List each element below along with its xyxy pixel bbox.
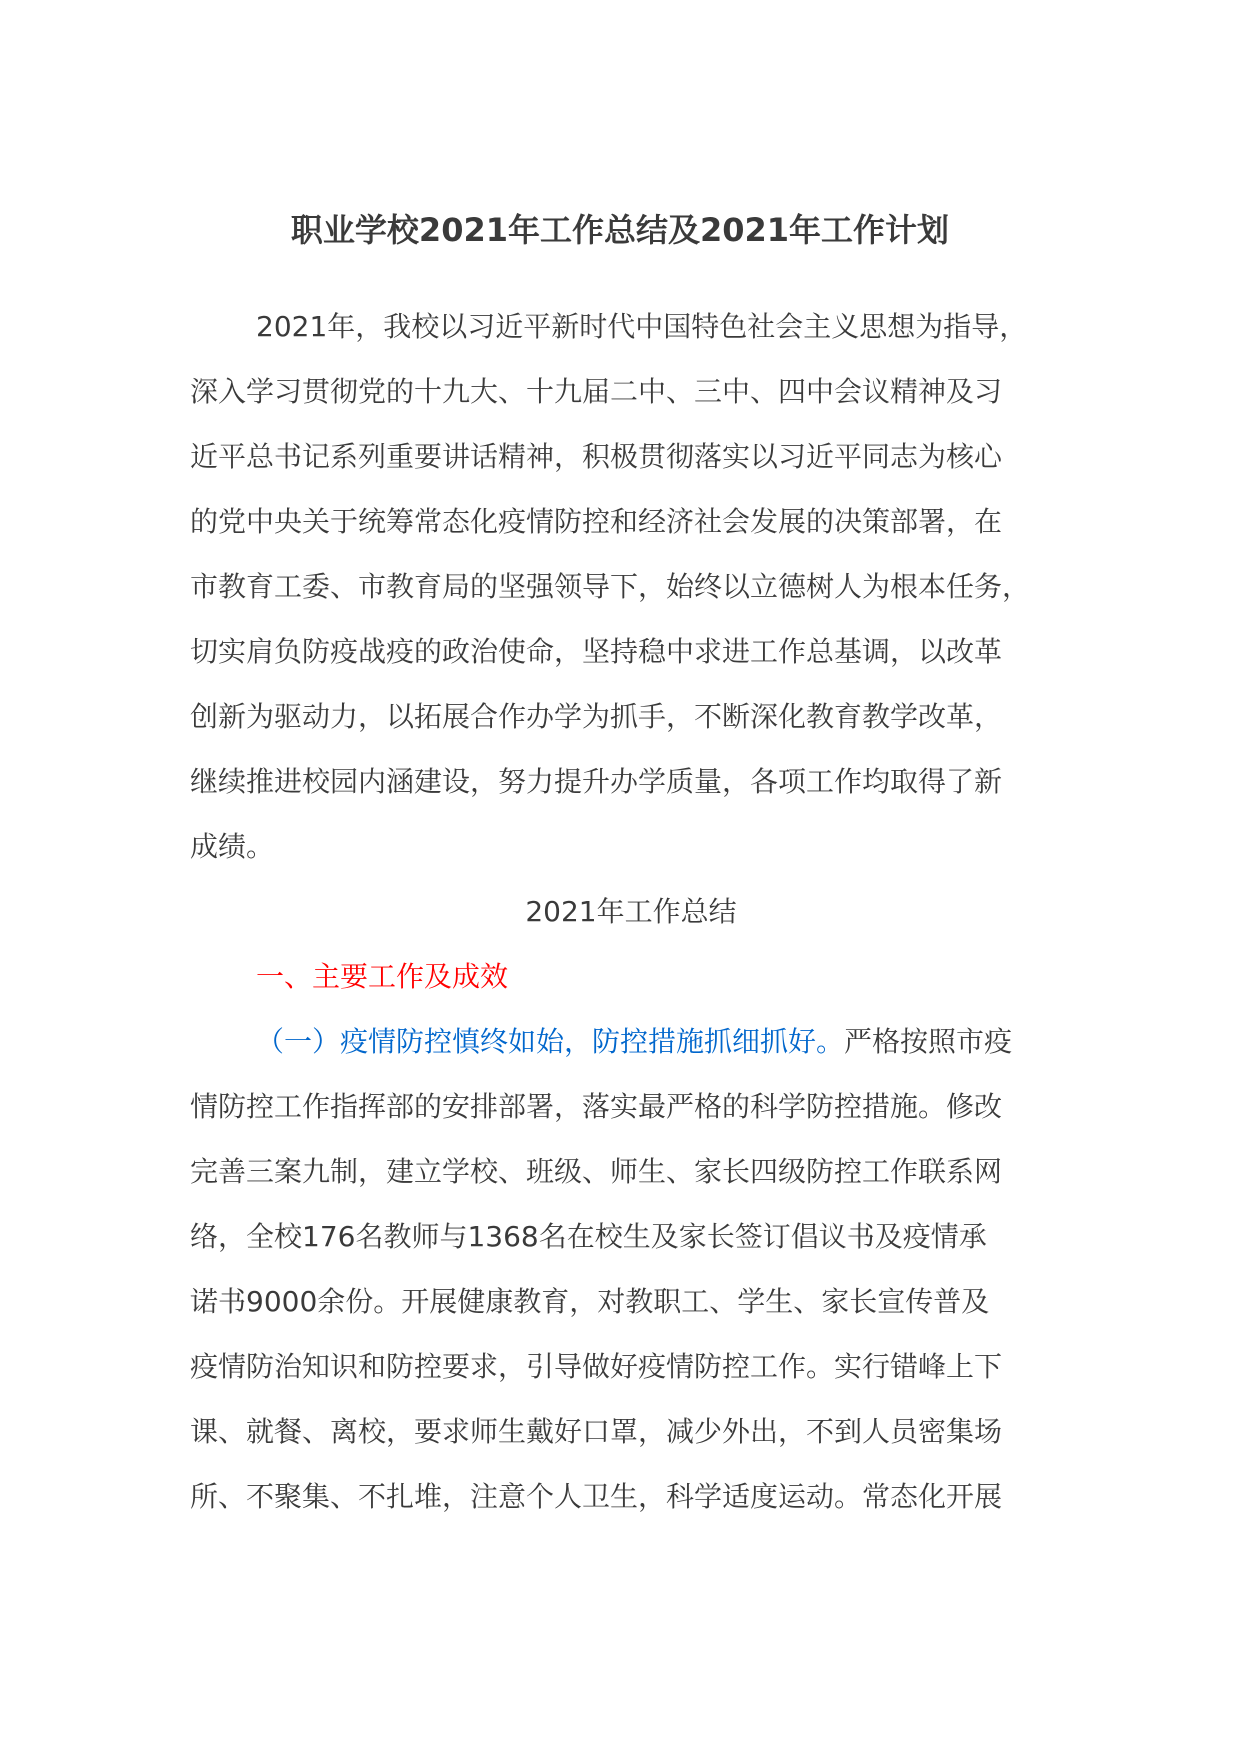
paragraph-line: 诺书9000余份。开展健康教育，对教职工、学生、家长宣传普及 — [190, 1285, 990, 1318]
paragraph-line: 所、不聚集、不扎堆，注意个人卫生，科学适度运动。常态化开展 — [190, 1480, 1003, 1513]
intro-line: 创新为驱动力，以拓展合作办学为抓手，不断深化教育教学改革， — [190, 700, 1003, 733]
intro-line: 成绩。 — [190, 830, 275, 863]
intro-line: 切实肩负防疫战疫的政治使命，坚持稳中求进工作总基调，以改革 — [190, 635, 1003, 668]
intro-paragraph — [190, 294, 1072, 879]
intro-line: 近平总书记系列重要讲话精神，积极贯彻落实以习近平同志为核心 — [190, 440, 1003, 473]
subheading-epidemic-control: （一）疫情防控慎终如始，防控措施抓细抓好。 — [256, 1025, 845, 1058]
document-body — [190, 294, 1072, 1529]
intro-line: 继续推进校园内涵建设，努力提升办学质量，各项工作均取得了新 — [190, 765, 1003, 798]
heading-main-work: 一、主要工作及成效 — [256, 960, 509, 993]
section-title: 2021年工作总结 — [525, 895, 737, 928]
intro-line: 的党中央关于统筹常态化疫情防控和经济社会发展的决策部署，在 — [190, 505, 1003, 538]
paragraph-first-line-text: 严格按照市疫 — [844, 1025, 1013, 1058]
paragraph-first-line — [190, 1009, 1072, 1074]
intro-line: 2021年，我校以习近平新时代中国特色社会主义思想为指导， — [256, 310, 1028, 343]
paragraph-line: 疫情防治知识和防控要求，引导做好疫情防控工作。实行错峰上下 — [190, 1350, 1003, 1383]
intro-line: 市教育工委、市教育局的坚强领导下，始终以立德树人为根本任务， — [190, 570, 1031, 603]
paragraph-line: 完善三案九制，建立学校、班级、师生、家长四级防控工作联系网 — [190, 1155, 1003, 1188]
paragraph-epidemic-control — [190, 1009, 1072, 1529]
document-title: 职业学校2021年工作总结及2021年工作计划 — [290, 211, 950, 249]
paragraph-line: 络，全校176名教师与1368名在校生及家长签订倡议书及疫情承 — [190, 1220, 987, 1253]
intro-line: 深入学习贯彻党的十九大、十九届二中、三中、四中会议精神及习 — [190, 375, 1003, 408]
paragraph-line: 课、就餐、离校，要求师生戴好口罩，减少外出，不到人员密集场 — [190, 1415, 1003, 1448]
paragraph-line: 情防控工作指挥部的安排部署，落实最严格的科学防控措施。修改 — [190, 1090, 1003, 1123]
